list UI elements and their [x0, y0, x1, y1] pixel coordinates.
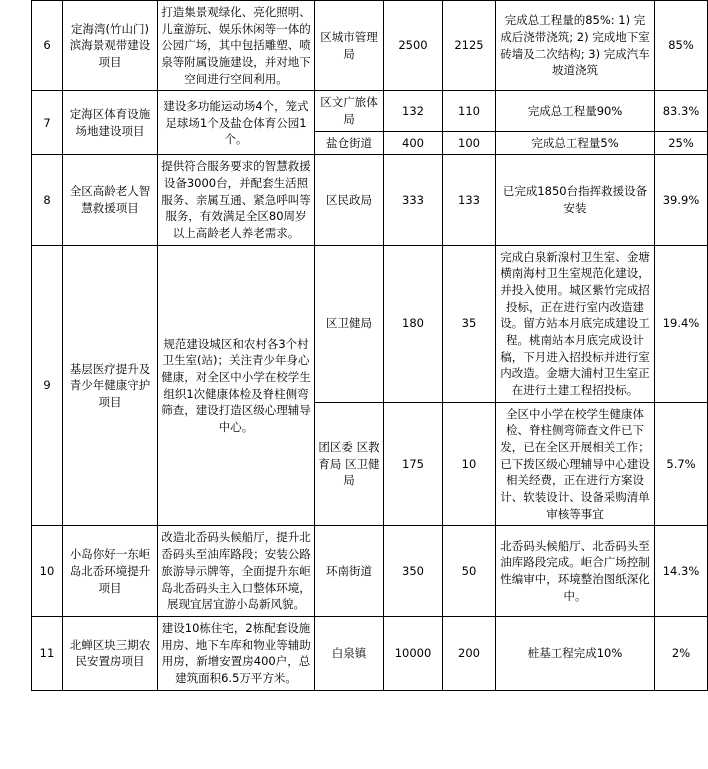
actual-investment: 110: [443, 91, 496, 131]
project-name: 定海湾(竹山门)滨海景观带建设项目: [63, 1, 158, 91]
planned-investment: 10000: [384, 616, 443, 690]
table-row: [32, 616, 708, 690]
completion-rate: 85%: [655, 1, 708, 91]
project-description: 提供符合服务要求的智慧救援设备3000台，并配套生活照服务、亲属互通、紧急呼叫等服务，有效满足全区80周岁以上高龄老人养老需求。: [158, 155, 315, 245]
responsible-department: 区文广旅体局: [315, 91, 384, 131]
project-description: 规范建设城区和农村各3个村卫生室(站)；关注青少年身心健康，对全区中小学在校学生组织1次健康体检及脊柱侧弯筛查，建设打造区级心理辅导中心。: [158, 245, 315, 526]
project-description: 建设多功能运动场4个，笼式足球场1个及盐仓体育公园1个。: [158, 91, 315, 155]
project-name: 基层医疗提升及青少年健康守护项目: [63, 245, 158, 526]
table-row: [32, 155, 708, 245]
table-row: [32, 245, 708, 402]
planned-investment: 132: [384, 91, 443, 131]
row-number: 8: [32, 155, 63, 245]
project-description: 建设10栋住宅，2栋配套设施用房、地下车库和物业等辅助用房，新增安置房400户，总建筑面积6.5万平方米。: [158, 616, 315, 690]
completion-rate: 5.7%: [655, 402, 708, 526]
project-name: 定海区体育设施场地建设项目: [63, 91, 158, 155]
actual-investment: 200: [443, 616, 496, 690]
actual-investment: 10: [443, 402, 496, 526]
responsible-department: 区民政局: [315, 155, 384, 245]
responsible-department: 盐仓街道: [315, 131, 384, 155]
planned-investment: 400: [384, 131, 443, 155]
responsible-department: 区城市管理局: [315, 1, 384, 91]
completion-rate: 14.3%: [655, 526, 708, 616]
project-name: 小岛你好一东岠岛北岙环境提升项目: [63, 526, 158, 616]
responsible-department: 环南街道: [315, 526, 384, 616]
table-row: [32, 1, 708, 91]
project-description: 改造北岙码头候船厅，提升北岙码头至油库路段；安装公路旅游导示牌等，全面提升东岠岛北岙码头主入口整体环境，展现宜居宜游小岛新风貌。: [158, 526, 315, 616]
project-description: 打造集景观绿化、亮化照明、儿童游玩、娱乐休闲等一体的公园广场，其中包括雕塑、喷泉等附属设施建设，并对地下空间进行空间利用。: [158, 1, 315, 91]
responsible-department: 区卫健局: [315, 245, 384, 402]
project-name: 全区高龄老人智慧救援项目: [63, 155, 158, 245]
progress-status: 完成白泉新湶村卫生室、金塘横南海村卫生室规范化建设，并投入使用。城区紫竹完成招投标，正在进行室内改造建设。留方站本月底完成建设工程。桃南站本月底完成设计稿，下月进入招投标并进行室内改造。金塘大浦村卫生室正在进行土建工程招投标。: [496, 245, 655, 402]
completion-rate: 25%: [655, 131, 708, 155]
planned-investment: 2500: [384, 1, 443, 91]
actual-investment: 2125: [443, 1, 496, 91]
project-progress-table: [31, 0, 708, 691]
completion-rate: 39.9%: [655, 155, 708, 245]
project-name: 北蝉区块三期农民安置房项目: [63, 616, 158, 690]
actual-investment: 50: [443, 526, 496, 616]
table-row: [32, 91, 708, 131]
planned-investment: 350: [384, 526, 443, 616]
row-number: 9: [32, 245, 63, 526]
progress-status: 已完成1850台指挥救援设备安装: [496, 155, 655, 245]
actual-investment: 100: [443, 131, 496, 155]
progress-status: 桩基工程完成10%: [496, 616, 655, 690]
progress-status: 完成总工程量5%: [496, 131, 655, 155]
row-number: 11: [32, 616, 63, 690]
actual-investment: 133: [443, 155, 496, 245]
completion-rate: 2%: [655, 616, 708, 690]
progress-status: 全区中小学在校学生健康体检、脊柱侧弯筛查文件已下发，已在全区开展相关工作；已下拨区级心理辅导中心建设相关经费，正在进行方案设计、软装设计、设备采购清单审核等事宜: [496, 402, 655, 526]
completion-rate: 83.3%: [655, 91, 708, 131]
planned-investment: 175: [384, 402, 443, 526]
completion-rate: 19.4%: [655, 245, 708, 402]
actual-investment: 35: [443, 245, 496, 402]
planned-investment: 333: [384, 155, 443, 245]
progress-status: 北岙码头候船厅、北岙码头至油库路段完成。岠合广场控制性编审中，环境整治图纸深化中。: [496, 526, 655, 616]
progress-status: 完成总工程量90%: [496, 91, 655, 131]
row-number: 7: [32, 91, 63, 155]
planned-investment: 180: [384, 245, 443, 402]
responsible-department: 白泉镇: [315, 616, 384, 690]
responsible-department: 团区委 区教育局 区卫健局: [315, 402, 384, 526]
progress-status: 完成总工程量的85%: 1) 完成后浇带浇筑; 2) 完成地下室砖墙及二次结构; 3) 完成汽车坡道浇筑: [496, 1, 655, 91]
row-number: 10: [32, 526, 63, 616]
row-number: 6: [32, 1, 63, 91]
table-row: [32, 526, 708, 616]
